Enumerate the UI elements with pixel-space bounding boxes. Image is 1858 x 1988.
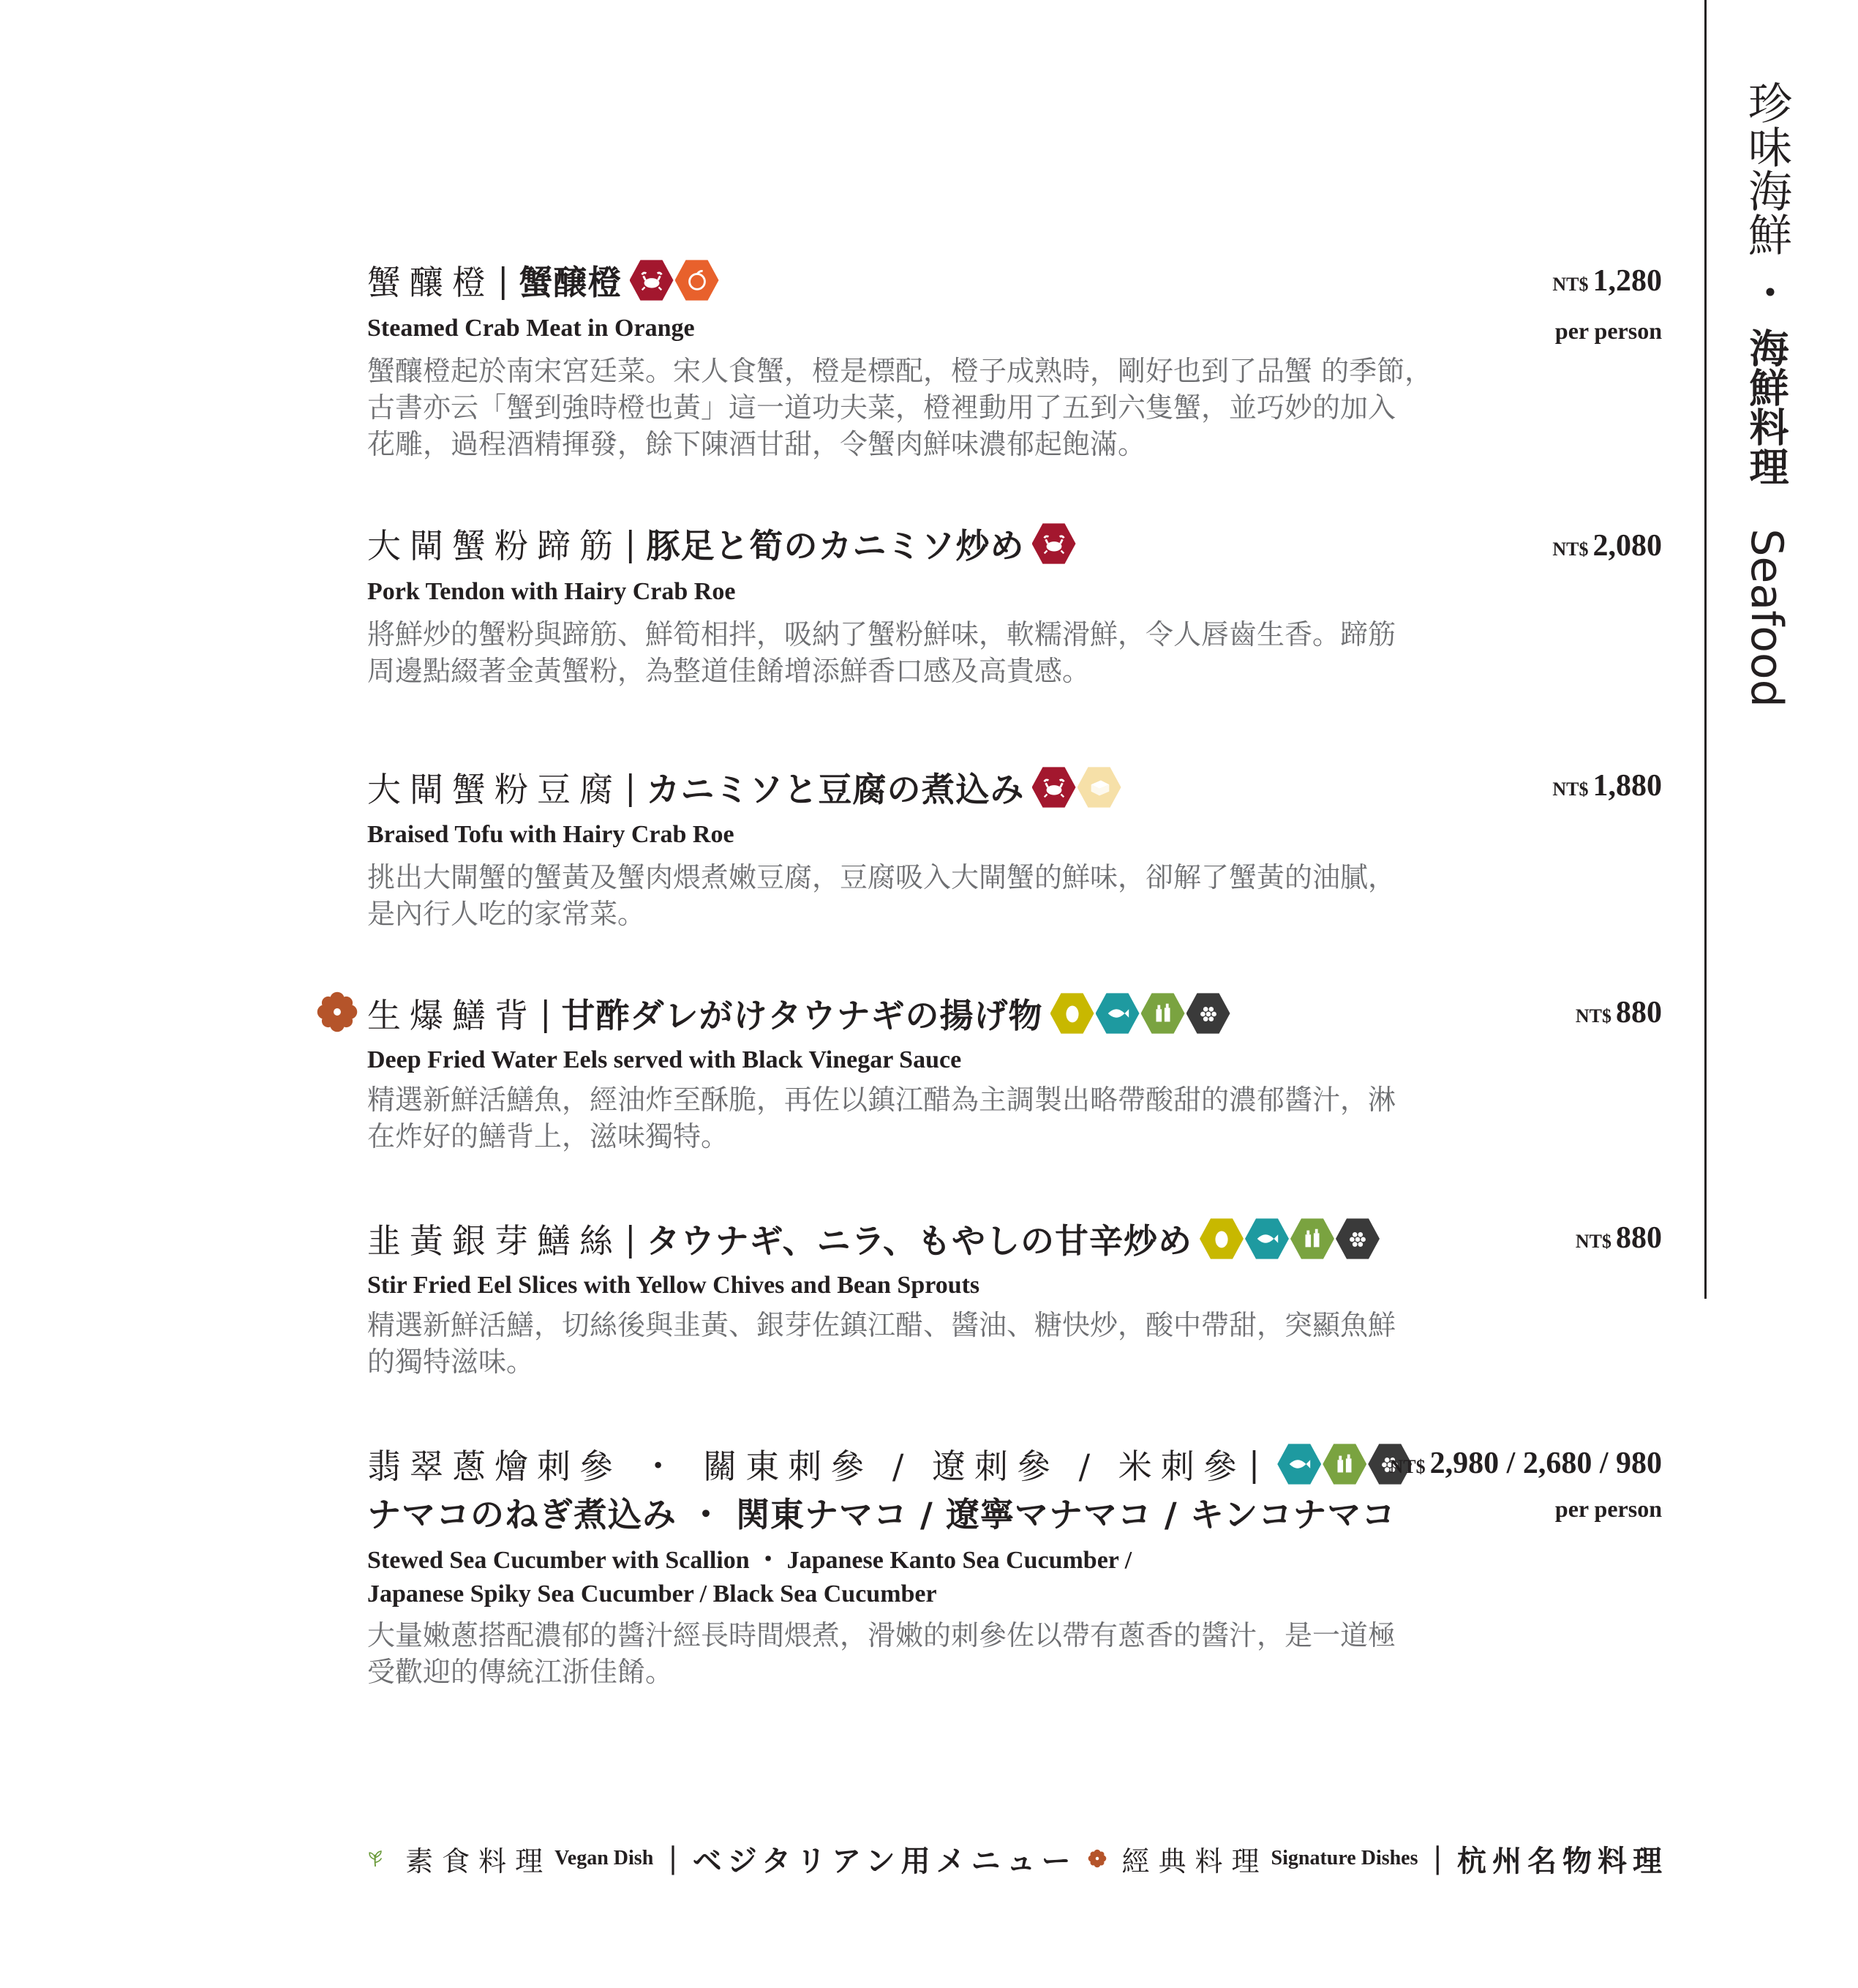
dish-name-en: Pork Tendon with Hairy Crab Roe xyxy=(367,578,736,605)
crab-icon xyxy=(1032,765,1076,809)
legend-vegan-ja: ベジタリアン用メニュー xyxy=(692,1843,1077,1878)
price-value: 880 xyxy=(1616,1221,1662,1255)
dish-name-en: Deep Fried Water Eels served with Black Vinegar Sauce xyxy=(367,1046,962,1073)
fish-icon xyxy=(1277,1442,1321,1486)
title-separator: | xyxy=(625,768,636,807)
legend-vegan-zh: 素食料理 xyxy=(405,1845,552,1878)
per-person-label: per person xyxy=(1554,318,1662,344)
dish-name-en: Braised Tofu with Hairy Crab Roe xyxy=(367,821,734,848)
dish-description: 大量嫩蔥搭配濃郁的醬汁經長時間煨煮，滑嫩的刺參佐以帶有蔥香的醬汁，是一道極 受歡迎的傳統江浙佳餚。 xyxy=(367,1619,1396,1688)
price-value: 1,280 xyxy=(1592,264,1662,298)
egg-icon xyxy=(1200,1217,1244,1261)
dish-title xyxy=(367,1215,1380,1263)
legend-separator: | xyxy=(668,1842,678,1875)
dish-name-en: Stir Fried Eel Slices with Yellow Chives and Bean Sprouts xyxy=(367,1272,980,1299)
dish-title-ja: ナマコのねぎ煮込み ・ 関東ナマコ / 遼寧マナマコ / キンコナマコ xyxy=(367,1495,1396,1534)
bottle-icon xyxy=(1141,991,1185,1035)
section-title xyxy=(1732,80,1798,708)
dish-price xyxy=(1576,995,1662,1030)
dish-title-ja: タウナギ、ニラ、もやしの甘辛炒め xyxy=(646,1221,1192,1261)
dish-description: 精選新鮮活鱔，切絲後與韭黃、銀芽佐鎮江醋、醬油、糖快炒，酸中帶甜，突顯魚鮮 的獨特滋味。 xyxy=(367,1309,1396,1378)
crab-icon xyxy=(630,258,674,302)
dish-title-ja: 豚足と筍のカニミソ炒め xyxy=(646,526,1025,566)
per-person-label: per person xyxy=(1554,1496,1662,1522)
fish-icon xyxy=(1096,991,1140,1035)
dish-price xyxy=(1390,1446,1662,1481)
allergen-icons xyxy=(630,258,719,302)
section-title-en: Seafood xyxy=(1741,528,1792,708)
dish-title-ja: 甘酢ダレがけタウナギの揚げ物 xyxy=(561,996,1043,1035)
section-title-dot: ・ xyxy=(1741,270,1792,315)
currency-label: NT$ xyxy=(1575,1005,1611,1027)
legend-signature-en: Signature Dishes xyxy=(1271,1847,1418,1869)
dish-description: 精選新鮮活鱔魚，經油炸至酥脆，再佐以鎮江醋為主調製出略帶酸甜的濃郁醬汁，淋 在炸好的鱔背上，滋味獨特。 xyxy=(367,1084,1396,1152)
dish-price xyxy=(1552,528,1662,563)
dish-title xyxy=(367,1440,1412,1488)
price-value: 2,980 / 2,680 / 980 xyxy=(1429,1447,1662,1480)
dish-title-zh: 蟹釀橙 xyxy=(367,263,494,302)
sidebar-divider xyxy=(1704,0,1707,1299)
legend-signature-zh: 經典料理 xyxy=(1121,1845,1268,1878)
title-separator: | xyxy=(497,260,509,300)
dish-name-en-line2: Japanese Spiky Sea Cucumber / Black Sea Cucumber xyxy=(367,1580,937,1608)
dish-title-zh: 生爆鱔背 xyxy=(367,996,537,1035)
title-separator: | xyxy=(625,524,636,563)
legend-footer xyxy=(366,1829,1668,1888)
dish-price xyxy=(1552,263,1662,299)
vegan-leaf-icon xyxy=(366,1836,385,1881)
signature-dish-icon xyxy=(1087,1836,1107,1881)
dish-description: 挑出大閘蟹的蟹黃及蟹肉煨煮嫩豆腐，豆腐吸入大閘蟹的鮮味，卻解了蟹黃的油膩， 是內行人吃的家常菜。 xyxy=(367,861,1396,930)
dish-title-zh: 韭黃銀芽鱔絲 xyxy=(367,1221,622,1261)
grain-icon xyxy=(1336,1217,1380,1261)
dish-price xyxy=(1552,768,1662,803)
dish-title xyxy=(367,763,1121,811)
allergen-icons xyxy=(1050,991,1230,1035)
price-value: 1,880 xyxy=(1592,769,1662,803)
egg-icon xyxy=(1050,991,1094,1035)
title-separator: | xyxy=(1248,1444,1260,1484)
legend-vegan-en: Vegan Dish xyxy=(554,1847,654,1869)
tofu-icon xyxy=(1077,765,1121,809)
grain-icon xyxy=(1186,991,1230,1035)
dish-title-ja-line xyxy=(367,1488,1396,1537)
section-title-ja: 海鮮料理 xyxy=(1743,328,1790,487)
bottle-icon xyxy=(1290,1217,1334,1261)
section-title-zh: 珍味海鮮 xyxy=(1741,80,1792,256)
price-value: 2,080 xyxy=(1592,529,1662,563)
currency-label: NT$ xyxy=(1389,1456,1426,1477)
dish-name-en: Stewed Sea Cucumber with Scallion ・ Japanese Kanto Sea Cucumber / xyxy=(367,1547,1132,1574)
dish-name-en: Steamed Crab Meat in Orange xyxy=(367,315,695,342)
dish-title-ja: カニミソと豆腐の煮込み xyxy=(646,770,1025,809)
dish-price xyxy=(1576,1220,1662,1256)
crab-icon xyxy=(1032,522,1076,566)
allergen-icons xyxy=(1032,522,1076,566)
dish-title-zh: 翡翠蔥燴刺參 ・ 關東刺參 / 遼刺參 / 米刺參 xyxy=(367,1447,1246,1486)
legend-signature-ja: 杭州名物料理 xyxy=(1457,1843,1668,1878)
dish-title-ja: 蟹醸橙 xyxy=(519,263,623,302)
dish-description: 蟹釀橙起於南宋宮廷菜。宋人食蟹，橙是標配，橙子成熟時，剛好也到了品蟹 的季節， 古書亦云「蟹到強時橙也黃」這一道功夫菜，橙裡動用了五到六隻蟹，並巧妙的加入 花雕，過程酒精揮發，餘下陳酒甘甜，令蟹肉鮮味濃郁起飽滿。 xyxy=(367,355,1433,460)
title-separator: | xyxy=(540,994,552,1033)
dish-title xyxy=(367,989,1230,1038)
currency-label: NT$ xyxy=(1552,779,1589,800)
currency-label: NT$ xyxy=(1552,274,1589,295)
dish-title-zh: 大閘蟹粉豆腐 xyxy=(367,770,622,809)
allergen-icons xyxy=(1200,1217,1380,1261)
bottle-icon xyxy=(1323,1442,1366,1486)
title-separator: | xyxy=(625,1219,636,1259)
signature-dish-icon xyxy=(315,989,360,1035)
fish-icon xyxy=(1245,1217,1289,1261)
dish-title xyxy=(367,256,719,304)
dish-description: 將鮮炒的蟹粉與蹄筋、鮮筍相拌，吸納了蟹粉鮮味，軟糯滑鮮，令人唇齒生香。蹄筋 周邊點綴著金黃蟹粉，為整道佳餚增添鮮香口感及高貴感。 xyxy=(367,618,1396,687)
dish-title xyxy=(367,519,1076,568)
orange-icon xyxy=(675,258,719,302)
legend-separator: | xyxy=(1432,1842,1443,1875)
price-value: 880 xyxy=(1616,996,1662,1029)
allergen-icons xyxy=(1032,765,1121,809)
dish-title-zh: 大閘蟹粉蹄筋 xyxy=(367,526,622,566)
currency-label: NT$ xyxy=(1552,539,1589,560)
currency-label: NT$ xyxy=(1575,1231,1611,1252)
